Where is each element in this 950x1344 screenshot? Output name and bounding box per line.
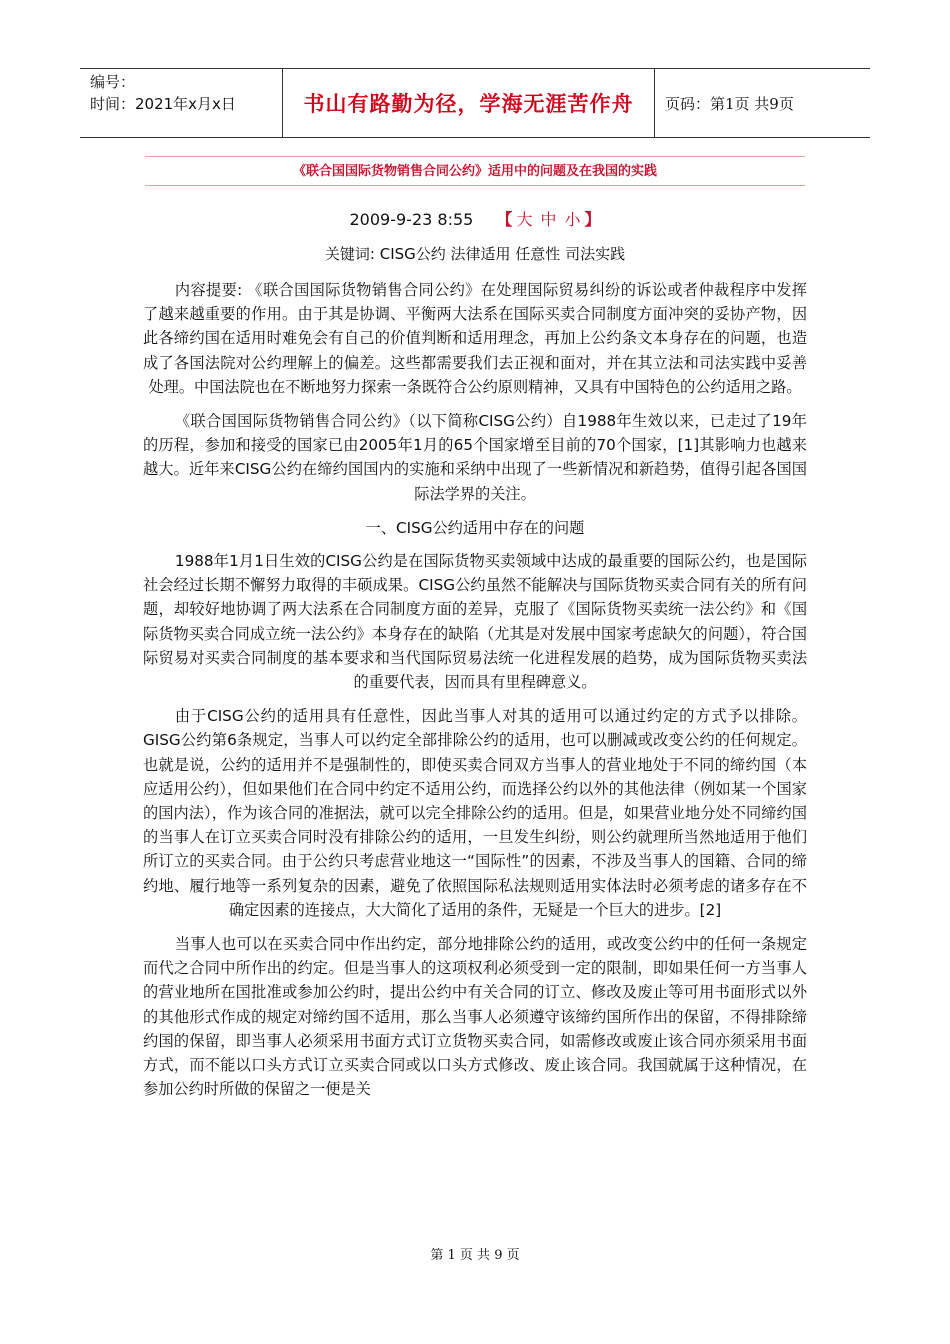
bracket-close: 】	[584, 210, 601, 229]
body-paragraph: 1988年1月1日生效的CISG公约是在国际货物买卖领域中达成的最重要的国际公约，也是国际社会经过长期不懈努力取得的丰硕成果。CISG公约虽然不能解决与国际货物买卖合同有关的所有问题，却较好地协调了两大法系在合同制度方面的差异，克服了《国际货物买卖统一法公约》和《国际货物买卖合同成立统一法公约》本身存在的缺陷（尤其是对发展中国家考虑缺欠的问题），符合国际贸易对买卖合同制度的基本要求和当代国际贸易法统一化进程发展的趋势，成为国际货物买卖法的重要代表，因而具有里程碑意义。	[143, 552, 807, 692]
header-info-cell	[80, 69, 283, 137]
document-time-label: 时间：2021年x月x日	[90, 95, 236, 113]
section-heading: 一、CISG公约适用中存在的问题	[365, 518, 585, 537]
font-size-selector	[496, 210, 600, 229]
article-meta	[145, 207, 805, 230]
article-keywords: 关键词: CISG公约 法律适用 任意性 司法实践	[324, 245, 626, 263]
body-paragraph: 当事人也可以在买卖合同中作出约定，部分地排除公约的适用，或改变公约中的任何一条规定而代之合同中所作出的约定。但是当事人的这项权利必须受到一定的限制，即如果任何一方当事人的营业地所在国批准或参加公约时，提出公约中有关合同的订立、修改及废止等可用书面形式以外的其他形式作成的规定对缔约国不适用，那么当事人必须遵守该缔约国所作出的保留，不得排除缔约国的保留，即当事人必须采用书面方式订立货物买卖合同，如需修改或废止该合同亦须采用书面方式，而不能以口头方式订立买卖合同或以口头方式修改、废止该合同。我国就属于这种情况，在参加公约时所做的保留之一便是关	[143, 935, 807, 1099]
font-size-large-link[interactable]: 大	[516, 210, 533, 229]
article-title: 《联合国国际货物销售合同公约》适用中的问题及在我国的实践	[292, 164, 657, 179]
document-header	[80, 68, 870, 138]
document-number-label: 编号：	[90, 73, 136, 91]
bracket-open: 【	[496, 210, 513, 229]
header-page-cell	[655, 69, 870, 137]
intro-paragraph: 《联合国国际货物销售合同公约》（以下简称CISG公约）自1988年生效以来，已走过了19年的历程，参加和接受的国家已由2005年1月的65个国家增至目前的70个国家，[1]其影响力也越来越大。近年来CISG公约在缔约国国内的实施和采纳中出现了一些新情况和新趋势，值得引起各国国际法学界的关注。	[143, 412, 807, 503]
body-paragraph: 由于CISG公约的适用具有任意性，因此当事人对其的适用可以通过约定的方式予以排除。GISG公约第6条规定，当事人可以约定全部排除公约的适用，也可以删减或改变公约的任何规定。也就是说，公约的适用并不是强制性的，即使买卖合同双方当事人的营业地处于不同的缔约国（本应适用公约），但如果他们在合同中约定不适用公约，而选择公约以外的其他法律（例如某一个国家的国内法），作为该合同的准据法，就可以完全排除公约的适用。但是，如果营业地分处不同缔约国的当事人在订立买卖合同时没有排除公约的适用，一旦发生纠纷，则公约就理所当然地适用于他们所订立的买卖合同。由于公约只考虑营业地这一“国际性”的因素，不涉及当事人的国籍、合同的缔约地、履行地等一系列复杂的因素，避免了依照国际私法规则适用实体法时必须考虑的诸多存在不确定因素的连接点，大大简化了适用的条件，无疑是一个巨大的进步。[2]	[143, 707, 807, 919]
title-bottom-divider	[145, 185, 805, 186]
page-footer: 第 1 页 共 9 页	[430, 1248, 520, 1263]
header-motto-cell	[283, 69, 655, 137]
publish-date: 2009-9-23 8:55	[349, 210, 474, 229]
article-body	[143, 278, 807, 1112]
title-top-divider	[145, 156, 805, 157]
abstract-paragraph: 内容提要: 《联合国国际货物销售合同公约》在处理国际贸易纠纷的诉讼或者仲裁程序中发挥了越来越重要的作用。由于其是协调、平衡两大法系在国际买卖合同制度方面冲突的妥协产物，因此各缔约国在适用时难免会有自己的价值判断和适用理念，再加上公约条文本身存在的问题，也造成了各国法院对公约理解上的偏差。这些都需要我们去正视和面对，并在其立法和司法实践中妥善处理。中国法院也在不断地努力探索一条既符合公约原则精神，又具有中国特色的公约适用之路。	[143, 281, 807, 396]
font-size-medium-link[interactable]: 中	[540, 210, 557, 229]
header-motto: 书山有路勤为径，学海无涯苦作舟	[303, 92, 634, 116]
header-page-label: 页码：第1页 共9页	[665, 94, 794, 113]
font-size-small-link[interactable]: 小	[564, 210, 581, 229]
